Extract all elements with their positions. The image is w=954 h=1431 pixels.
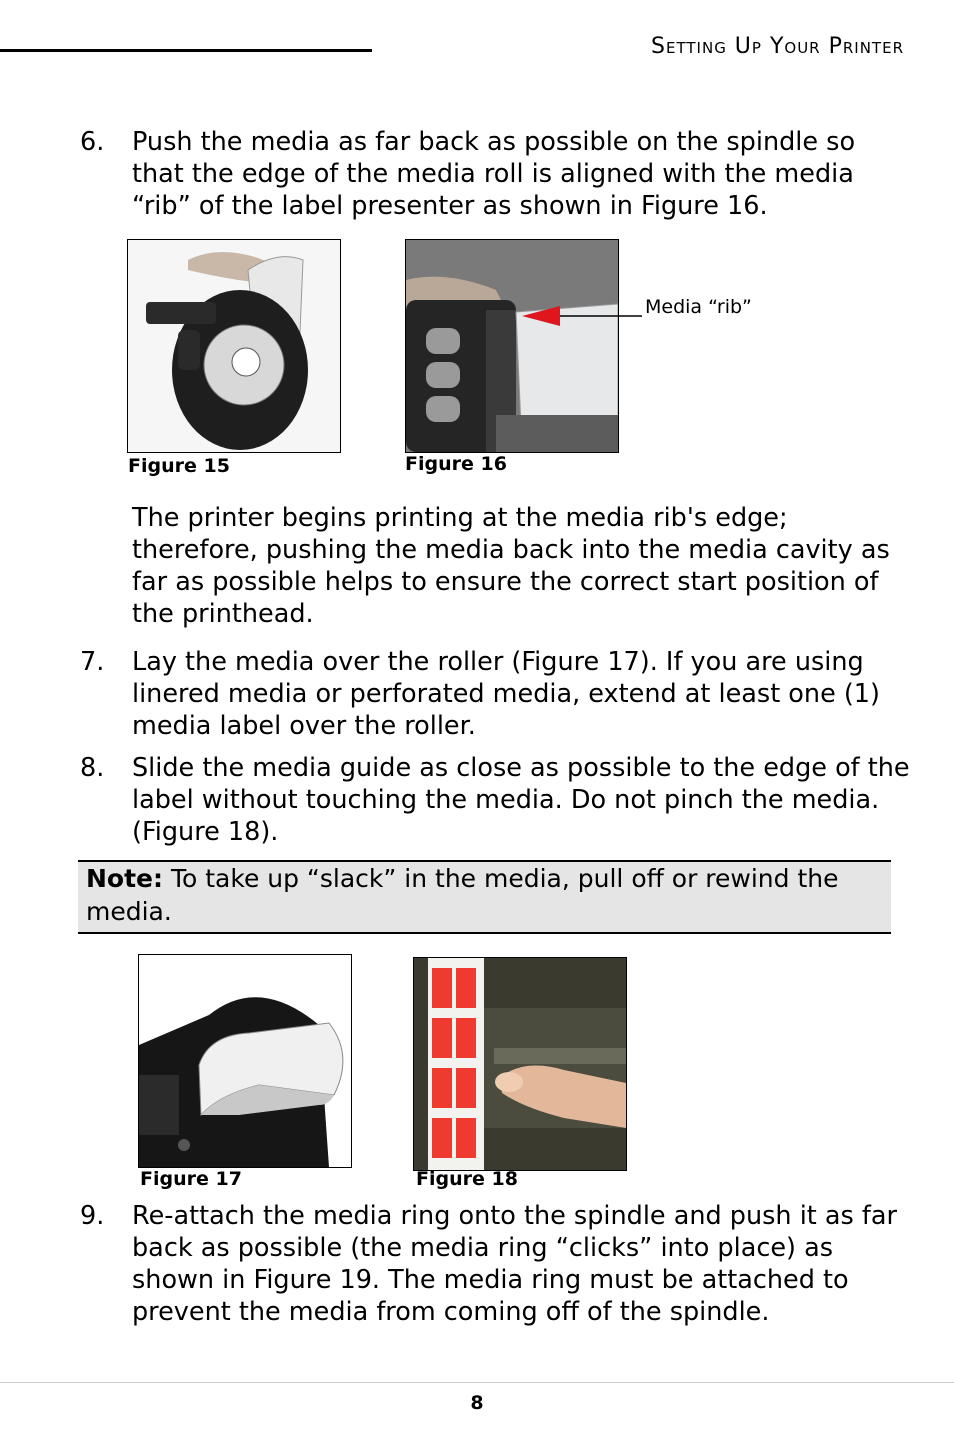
callout-arrow-icon	[520, 300, 650, 330]
note-label: Note:	[86, 864, 164, 893]
header-rule	[0, 49, 372, 52]
step-number: 8.	[80, 753, 105, 783]
figure-15-caption: Figure 15	[128, 455, 230, 477]
page-number: 8	[470, 1392, 484, 1414]
step-9	[80, 1200, 910, 1328]
figure-17-caption: Figure 17	[140, 1168, 242, 1190]
note-text: To take up “slack” in the media, pull off or rewind the media.	[86, 864, 839, 926]
printer-spindle-illustration	[128, 240, 340, 452]
header-title: Setting Up Your Printer	[651, 34, 904, 59]
figure-16-image	[405, 239, 619, 453]
step-text: Slide the media guide as close as possible to the edge of the label without touching the media. Do not pinch the media. (Figure 18).	[132, 753, 910, 847]
figure-18-image	[413, 957, 627, 1171]
note-box	[78, 860, 891, 934]
step-text: Re-attach the media ring onto the spindle and push it as far back as possible (the media ring “clicks” into place) as shown in Figure 19. The media ring must be attached to prevent the media from coming off of the spindle.	[132, 1201, 897, 1327]
step-text: Push the media as far back as possible on the spindle so that the edge of the media roll is aligned with the media “rib” of the label presenter as shown in Figure 16.	[132, 127, 856, 221]
media-rib-label: Media “rib”	[645, 296, 752, 318]
step-8	[80, 752, 910, 848]
figure-15-image	[127, 239, 341, 453]
step-text: Lay the media over the roller (Figure 17). If you are using linered media or perforated media, extend at least one (1) media label over the roller.	[132, 647, 880, 741]
figure-18-caption: Figure 18	[416, 1168, 518, 1190]
figure-17-image	[138, 954, 352, 1168]
media-guide-illustration	[414, 958, 626, 1170]
step-number: 6.	[80, 127, 105, 157]
step-6	[80, 126, 910, 222]
body-paragraph: The printer begins printing at the media rib's edge; therefore, pushing the media back into the media cavity as far as possible helps to ensure the correct start position of the printhead.	[132, 503, 890, 629]
figure-16-caption: Figure 16	[405, 453, 507, 475]
media-rib-illustration	[406, 240, 618, 452]
step-number: 9.	[80, 1201, 105, 1231]
step-number: 7.	[80, 647, 105, 677]
step-7	[80, 646, 910, 742]
media-over-roller-illustration	[139, 955, 351, 1167]
footer-rule	[0, 1382, 954, 1383]
